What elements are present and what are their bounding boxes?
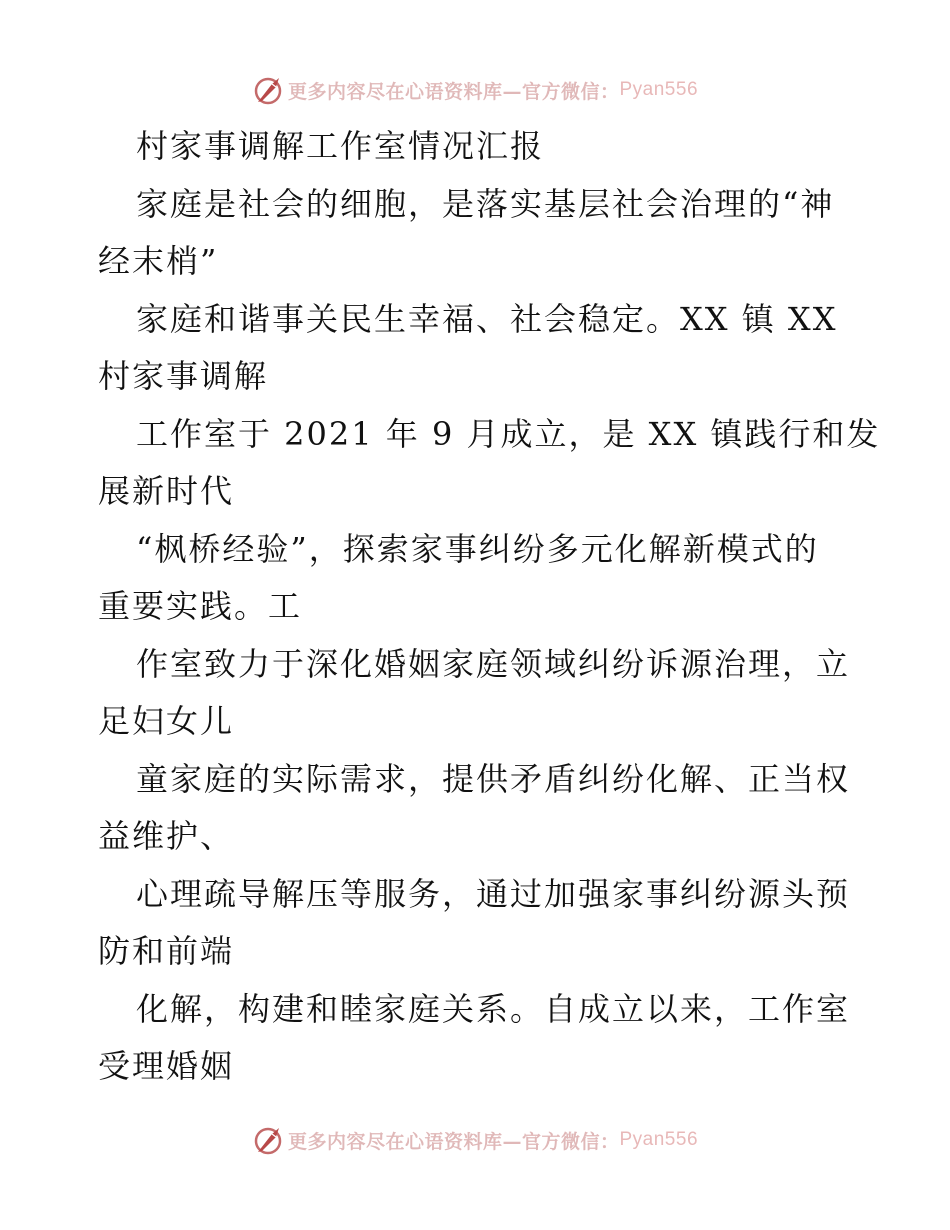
text-line: 作室致力于深化婚姻家庭领域纠纷诉源治理，立 xyxy=(136,644,851,683)
watermark-wechat-id: Pyan556 xyxy=(619,1129,699,1150)
text-line: 童家庭的实际需求，提供矛盾纠纷化解、正当权 xyxy=(136,759,851,798)
text-line: 家庭和谐事关民生幸福、社会稳定。XX 镇 XX xyxy=(136,299,838,338)
quill-pen-logo-icon xyxy=(252,74,284,106)
text-line: 心理疏导解压等服务，通过加强家事纠纷源头预 xyxy=(136,874,851,913)
text-line: 受理婚姻 xyxy=(98,1047,235,1085)
document-body xyxy=(98,118,881,1096)
text-line: 化解，构建和睦家庭关系。自成立以来，工作室 xyxy=(136,989,851,1028)
text-line: 经末梢” xyxy=(98,242,219,280)
quill-pen-logo-icon xyxy=(252,1124,284,1156)
text-line: 益维护、 xyxy=(98,817,235,855)
text-line: 防和前端 xyxy=(98,932,235,970)
text-line: 足妇女儿 xyxy=(98,702,235,740)
text-line: 村家事调解 xyxy=(98,357,269,395)
text-line: “枫桥经验”，探索家事纠纷多元化解新模式的 xyxy=(136,529,819,568)
header-watermark-banner xyxy=(0,70,950,110)
watermark-text: 更多内容尽在心语资料库—官方微信： xyxy=(287,1130,620,1153)
text-line: 工作室于 2021 年 9 月成立，是 XX 镇践行和发 xyxy=(136,414,881,453)
text-line: 重要实践。工 xyxy=(98,587,303,625)
watermark-text: 更多内容尽在心语资料库—官方微信： xyxy=(287,80,620,103)
watermark-wechat-id: Pyan556 xyxy=(619,79,699,100)
text-line: 家庭是社会的细胞，是落实基层社会治理的“神 xyxy=(136,184,835,223)
text-line: 展新时代 xyxy=(98,472,235,510)
footer-watermark-banner xyxy=(0,1120,950,1160)
text-line: 村家事调解工作室情况汇报 xyxy=(136,127,545,165)
